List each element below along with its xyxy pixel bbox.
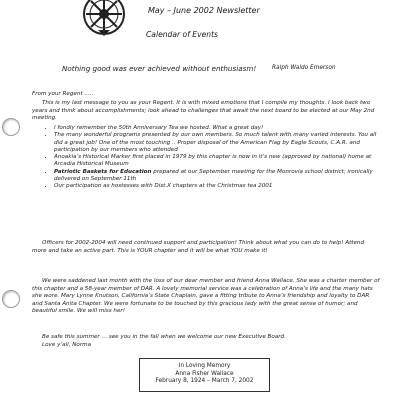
quote-text: Nothing good was ever achieved without enthusiasm! (62, 64, 257, 73)
memory-name: Anna Fisher Wallace (175, 370, 234, 377)
punch-hole-icon (2, 290, 20, 308)
list-item: • Our participation as hostesses with Dist.X chapters at the Christmas tea 2001 (54, 183, 384, 190)
dar-seal-icon (82, 0, 126, 36)
list-item: • The many wonderful programs presented by our own members. So much talent with many varied interests. You all did a great job! One of the most touching .. Proper disposal of the American Flag by Eagle Scouts, C.A.R. and participation by our members who attended (54, 132, 384, 154)
newsletter-subtitle: Calendar of Events (146, 30, 219, 39)
memory-heading: In Loving Memory (178, 363, 231, 369)
letter-intro: This is my last message to you as your Regent. It is with mixed emotions that I compile my thoughts. I look back two years and think about accomplishments; look ahead to challenges that await the next board to be elected at our May 2nd meeting. (32, 100, 375, 122)
punch-hole-icon (2, 118, 20, 136)
officers-paragraph: Officers for 2002-2004 will need continued support and participation! Think about what you can do to help! Attend more and take an active part. This is YOUR chapter and it will be what YOU make it! (32, 240, 364, 254)
accomplishments-list (40, 125, 384, 191)
memorial-paragraph: We were saddened last month with the loss of our dear member and friend Anna Wallace. She was a charter member of this chapter and a 58-year member of DAR. A lovely memorial service was a celebration of Anna’s life and the many hats she wore. Mary Lynne Knutson, California’s State Chaplain, gave a fitting tribute to Anna’s friendship and loyalty to DAR and Santa Anita Chapter. We were fortunate to be touched by this gracious lady with the great sense of humor; and beautiful smile. We will miss her! (32, 278, 380, 315)
closing-line: Be safe this summer … see you in the fall when we welcome our new Executive Board. (42, 334, 286, 340)
in-memory-box (139, 358, 270, 392)
list-item: • Anoakia’s Historical Marker first placed in 1979 by this chapter is now in it’s new (approved by national) home at Arcadia Historical Museum (54, 154, 384, 169)
newsletter-title: May – June 2002 Newsletter (148, 6, 260, 15)
list-item: • Patriotic Baskets for Education prepared at our September meeting for the Monrovia school district; ironically delivered on September 11th (54, 169, 384, 184)
memory-dates: February 8, 1924 – March 7, 2002 (155, 378, 254, 385)
quote-author: Ralph Waldo Emerson (272, 65, 336, 71)
list-item: • I fondly remember the 50th Anniversary Tea we hosted. What a great day! (54, 125, 384, 132)
letter-greeting: From your Regent ….. (32, 91, 94, 97)
closing-paragraph (32, 334, 380, 349)
signature-line: Love y’all, Norma (42, 341, 92, 348)
